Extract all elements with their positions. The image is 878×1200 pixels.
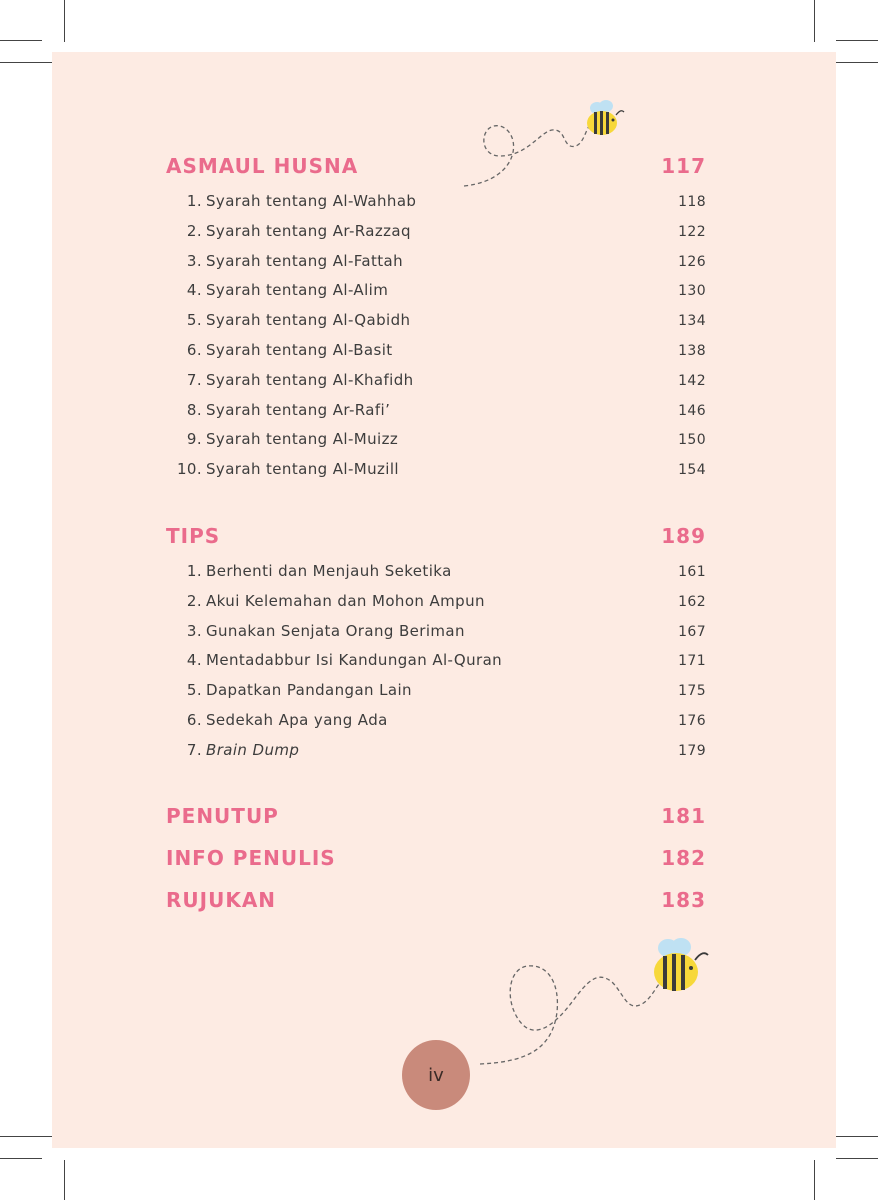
section-title: INFO PENULIS [166, 846, 336, 870]
entry-title: Syarah tentang Al-Khafidh [206, 370, 414, 389]
bee-icon [582, 96, 626, 140]
toc-entry[interactable] [166, 192, 706, 222]
section-heading[interactable] [166, 846, 706, 876]
toc-entry[interactable] [166, 401, 706, 431]
bee-icon [648, 934, 712, 998]
entry-page: 146 [678, 402, 706, 419]
toc-entry[interactable] [166, 371, 706, 401]
section-title: PENUTUP [166, 804, 279, 828]
toc-entry[interactable] [166, 252, 706, 282]
toc-entry[interactable] [166, 222, 706, 252]
entry-title: Gunakan Senjata Orang Beriman [206, 621, 465, 640]
entry-title: Syarah tentang Al-Muzill [206, 460, 399, 479]
section-heading[interactable] [166, 804, 706, 834]
entry-title: Mentadabbur Isi Kandungan Al-Quran [206, 651, 503, 670]
section-heading[interactable] [166, 524, 706, 554]
entry-title: Syarah tentang Ar-Rafi’ [206, 400, 391, 419]
entry-number: 1. [186, 562, 202, 580]
section-title: TIPS [166, 524, 221, 548]
entry-number: 3. [186, 251, 202, 270]
entry-number: 7. [186, 370, 202, 389]
entry-title: Dapatkan Pandangan Lain [206, 681, 412, 700]
entry-page: 167 [678, 623, 706, 640]
entry-page: 154 [678, 462, 706, 479]
section-title: RUJUKAN [166, 888, 277, 912]
toc-section-info-penulis [166, 846, 706, 876]
entry-number: 4. [186, 281, 202, 300]
entry-number: 10. [176, 460, 202, 479]
entry-title: Syarah tentang Al-Qabidh [206, 311, 411, 330]
entry-page: 142 [678, 372, 706, 389]
entry-page: 175 [678, 683, 706, 700]
toc-section-tips [166, 524, 706, 771]
toc-entry[interactable] [166, 741, 706, 771]
crop-mark [814, 0, 815, 42]
toc-page [52, 52, 836, 1148]
section-page: 182 [661, 846, 706, 870]
entry-number: 9. [186, 430, 202, 449]
entry-title: Syarah tentang Al-Fattah [206, 251, 404, 270]
crop-mark [64, 1160, 65, 1200]
toc-entry[interactable] [166, 311, 706, 341]
entry-title: Syarah tentang Al-Alim [206, 281, 389, 300]
entry-number: 3. [186, 621, 202, 640]
crop-mark [836, 1158, 878, 1159]
entry-number: 8. [186, 400, 202, 419]
entry-page: 162 [678, 593, 706, 610]
entry-number: 4. [186, 651, 202, 670]
toc-entry[interactable] [166, 430, 706, 460]
page-number: iv [428, 1064, 444, 1086]
entry-title: Syarah tentang Al-Wahhab [206, 192, 417, 210]
toc-entry[interactable] [166, 341, 706, 371]
entry-page: 176 [678, 712, 706, 729]
toc-section-asmaul-husna [166, 154, 706, 490]
entry-title: Akui Kelemahan dan Mohon Ampun [206, 591, 485, 610]
entry-number: 1. [186, 192, 202, 210]
entry-title: Brain Dump [206, 740, 300, 759]
section-page: 181 [661, 804, 706, 828]
crop-mark [64, 0, 65, 42]
page-number-badge [402, 1040, 470, 1110]
entry-page: 122 [678, 223, 706, 240]
crop-mark [0, 40, 42, 41]
section-title: ASMAUL HUSNA [166, 154, 359, 178]
crop-mark [0, 62, 52, 63]
section-heading[interactable] [166, 154, 706, 184]
toc-section-penutup [166, 804, 706, 834]
entry-title: Syarah tentang Al-Basit [206, 340, 393, 359]
entry-page: 179 [678, 742, 706, 759]
crop-mark [0, 1136, 52, 1137]
entry-page: 150 [678, 432, 706, 449]
section-page: 183 [661, 888, 706, 912]
entry-number: 2. [186, 591, 202, 610]
entry-page: 161 [678, 564, 706, 580]
toc-entry[interactable] [166, 711, 706, 741]
toc-entry[interactable] [166, 562, 706, 592]
toc-entry[interactable] [166, 651, 706, 681]
entry-number: 5. [186, 311, 202, 330]
section-page: 189 [661, 524, 706, 548]
toc-entry[interactable] [166, 281, 706, 311]
entry-number: 2. [186, 221, 202, 240]
entry-title: Syarah tentang Ar-Razzaq [206, 221, 411, 240]
crop-mark [836, 40, 878, 41]
entry-number: 6. [186, 340, 202, 359]
entry-number: 7. [186, 740, 202, 759]
entry-title: Sedekah Apa yang Ada [206, 710, 388, 729]
toc-entry[interactable] [166, 460, 706, 490]
toc-entry[interactable] [166, 622, 706, 652]
entry-title: Syarah tentang Al-Muizz [206, 430, 399, 449]
toc-entry[interactable] [166, 592, 706, 622]
entry-number: 6. [186, 710, 202, 729]
entry-page: 130 [678, 283, 706, 300]
entry-page: 118 [678, 194, 706, 210]
entry-page: 126 [678, 253, 706, 270]
entry-page: 171 [678, 653, 706, 670]
entry-title: Berhenti dan Menjauh Seketika [206, 562, 452, 580]
entry-page: 134 [678, 313, 706, 330]
entry-page: 138 [678, 342, 706, 359]
toc-entry[interactable] [166, 681, 706, 711]
crop-mark [0, 1158, 42, 1159]
entry-number: 5. [186, 681, 202, 700]
section-page: 117 [661, 154, 706, 178]
crop-mark [814, 1160, 815, 1200]
